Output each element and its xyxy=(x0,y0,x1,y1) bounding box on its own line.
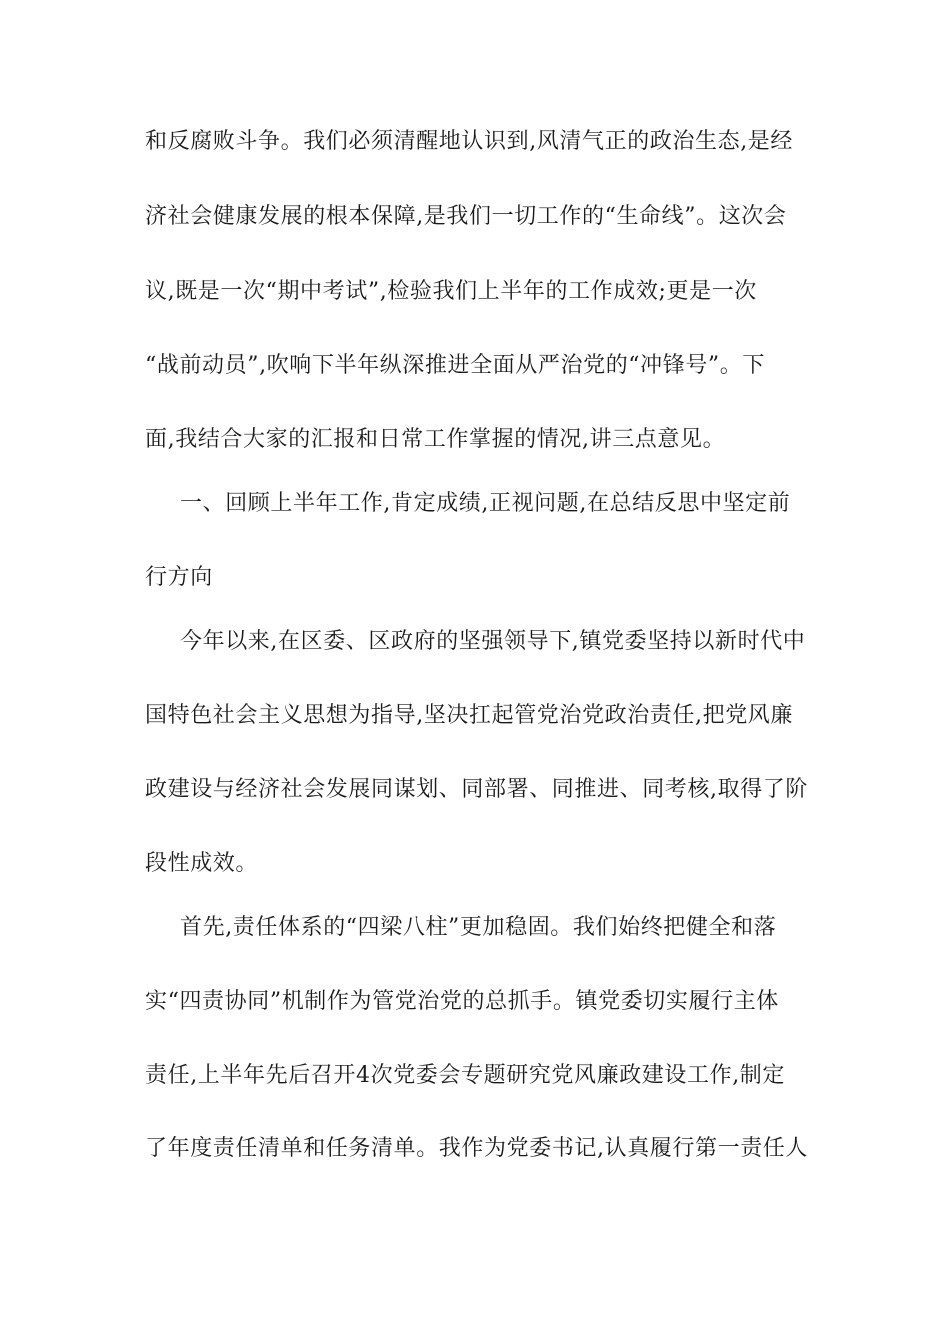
text-line: 国特色社会主义思想为指导,坚决扛起管党治党政治责任,把党风廉 xyxy=(145,703,793,728)
text-line: 济社会健康发展的根本保障,是我们一切工作的“生命线”。这次会 xyxy=(145,204,787,229)
text-line: 段性成效。 xyxy=(145,851,259,876)
text-line: 了年度责任清单和任务清单。我作为党委书记,认真履行第一责任人 xyxy=(145,1136,808,1161)
text-line: “战前动员”,吹响下半年纵深推进全面从严治党的“冲锋号”。下 xyxy=(145,353,765,378)
text-line: 和反腐败斗争。我们必须清醒地认识到,风清气正的政治生态,是经 xyxy=(145,129,793,154)
text-line: 政建设与经济社会发展同谋划、同部署、同推进、同考核,取得了阶 xyxy=(145,777,808,802)
section-heading-line: 行方向 xyxy=(145,565,213,590)
text-line: 首先,责任体系的“四梁八柱”更加稳固。我们始终把健全和落 xyxy=(180,915,777,940)
text-line: 今年以来,在区委、区政府的坚强领导下,镇党委坚持以新时代中 xyxy=(180,629,806,654)
text-line: 面,我结合大家的汇报和日常工作掌握的情况,讲三点意见。 xyxy=(145,427,726,452)
text-line: 议,既是一次“期中考试”,检验我们上半年的工作成效;更是一次 xyxy=(145,279,757,304)
text-line: 责任,上半年先后召开4次党委会专题研究党风廉政建设工作,制定 xyxy=(145,1063,785,1088)
text-line: 实“四责协同”机制作为管党治党的总抓手。镇党委切实履行主体 xyxy=(145,989,779,1014)
section-heading-line: 一、回顾上半年工作,肯定成绩,正视问题,在总结反思中坚定前 xyxy=(180,491,791,516)
